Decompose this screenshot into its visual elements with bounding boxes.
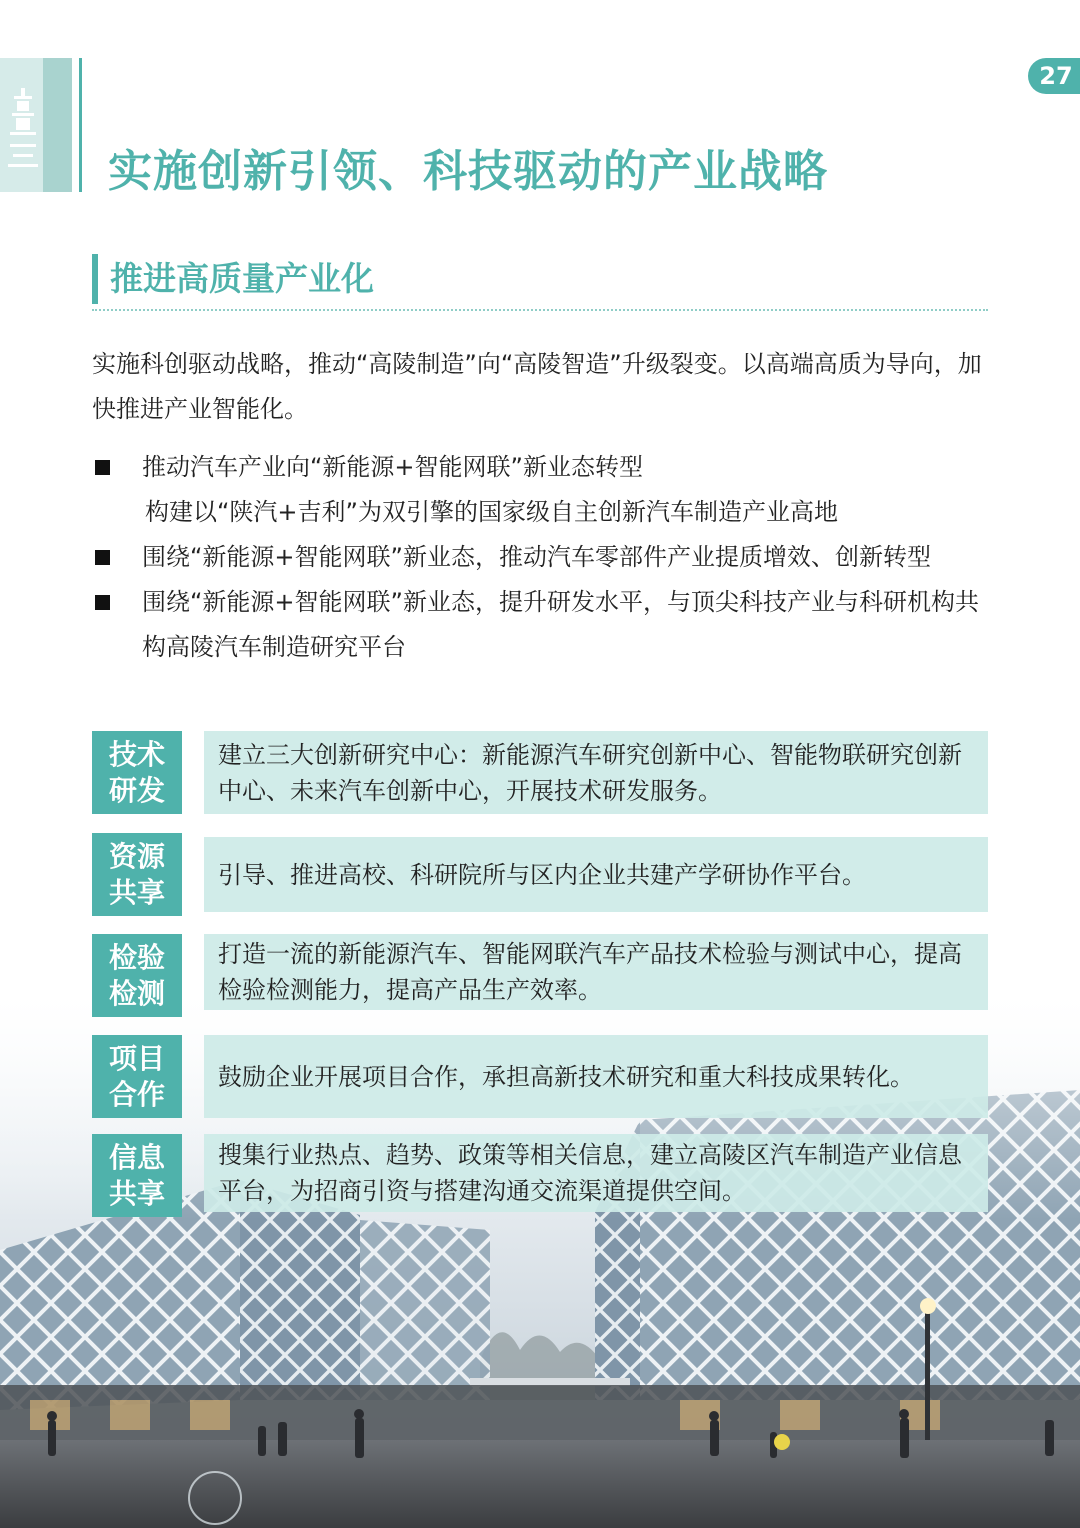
page-number: 27 [1028, 58, 1080, 94]
bullet-text: 围绕“新能源+智能网联”新业态，推动汽车零部件产业提质增效、创新转型 [142, 543, 931, 571]
bullet-list [92, 445, 988, 670]
feature-tag [92, 833, 182, 916]
pagoda-icon [8, 86, 38, 170]
square-bullet-icon [95, 595, 110, 610]
feature-tag-line: 信息 [108, 1140, 165, 1174]
feature-tag-line: 共享 [108, 1176, 165, 1210]
feature-row-info-sharing [92, 1134, 988, 1217]
bullet-text: 围绕“新能源+智能网联”新业态，提升研发水平，与顶尖科技产业与科研机构共构高陵汽车制造研究平台 [142, 588, 979, 661]
feature-tag-line: 研发 [108, 773, 165, 807]
intro-paragraph: 实施科创驱动战略，推动“高陵制造”向“高陵智造”升级裂变。以高端高质为导向，加快推进产业智能化。 [92, 350, 982, 423]
side-decor-block [0, 58, 72, 192]
bullet-item [92, 535, 988, 580]
feature-tag [92, 934, 182, 1017]
feature-row-project-cooperation [92, 1035, 988, 1118]
feature-tag [92, 1134, 182, 1217]
feature-tag-line: 技术 [108, 737, 165, 771]
bullet-text: 推动汽车产业向“新能源+智能网联”新业态转型 [142, 453, 643, 481]
square-bullet-icon [95, 550, 110, 565]
feature-description: 打造一流的新能源汽车、智能网联汽车产品技术检验与测试中心，提高检验检测能力，提高产品生产效率。 [204, 934, 988, 1010]
bullet-subtext: 构建以“陕汽+吉利”为双引擎的国家级自主创新汽车制造产业高地 [145, 498, 838, 526]
feature-tag [92, 731, 182, 814]
feature-tag-line: 项目 [108, 1041, 165, 1075]
square-bullet-icon [95, 460, 110, 475]
section-divider [92, 309, 988, 311]
feature-description: 建立三大创新研究中心：新能源汽车研究创新中心、智能物联研究创新中心、未来汽车创新中心，开展技术研发服务。 [204, 731, 988, 814]
feature-description: 搜集行业热点、趋势、政策等相关信息，建立高陵区汽车制造产业信息平台，为招商引资与搭建沟通交流渠道提供空间。 [204, 1134, 988, 1212]
feature-description: 鼓励企业开展项目合作，承担高新技术研究和重大科技成果转化。 [204, 1035, 988, 1118]
section-title: 推进高质量产业化 [110, 259, 374, 298]
feature-tag-line: 检测 [108, 976, 165, 1010]
feature-tag-line: 资源 [108, 839, 165, 873]
feature-tag-line: 检验 [108, 940, 165, 974]
section-bar [92, 254, 98, 304]
feature-tag [92, 1035, 182, 1118]
page-title: 实施创新引领、科技驱动的产业战略 [108, 146, 828, 197]
feature-row-tech-rd [92, 731, 988, 814]
header-divider [79, 58, 82, 192]
bullet-item [92, 580, 988, 670]
feature-description: 引导、推进高校、科研院所与区内企业共建产学研协作平台。 [204, 837, 988, 912]
bullet-item [92, 445, 988, 535]
feature-row-resource-sharing [92, 833, 988, 916]
feature-tag-line: 共享 [108, 875, 165, 909]
feature-tag-line: 合作 [108, 1077, 165, 1111]
feature-row-inspection [92, 934, 988, 1017]
